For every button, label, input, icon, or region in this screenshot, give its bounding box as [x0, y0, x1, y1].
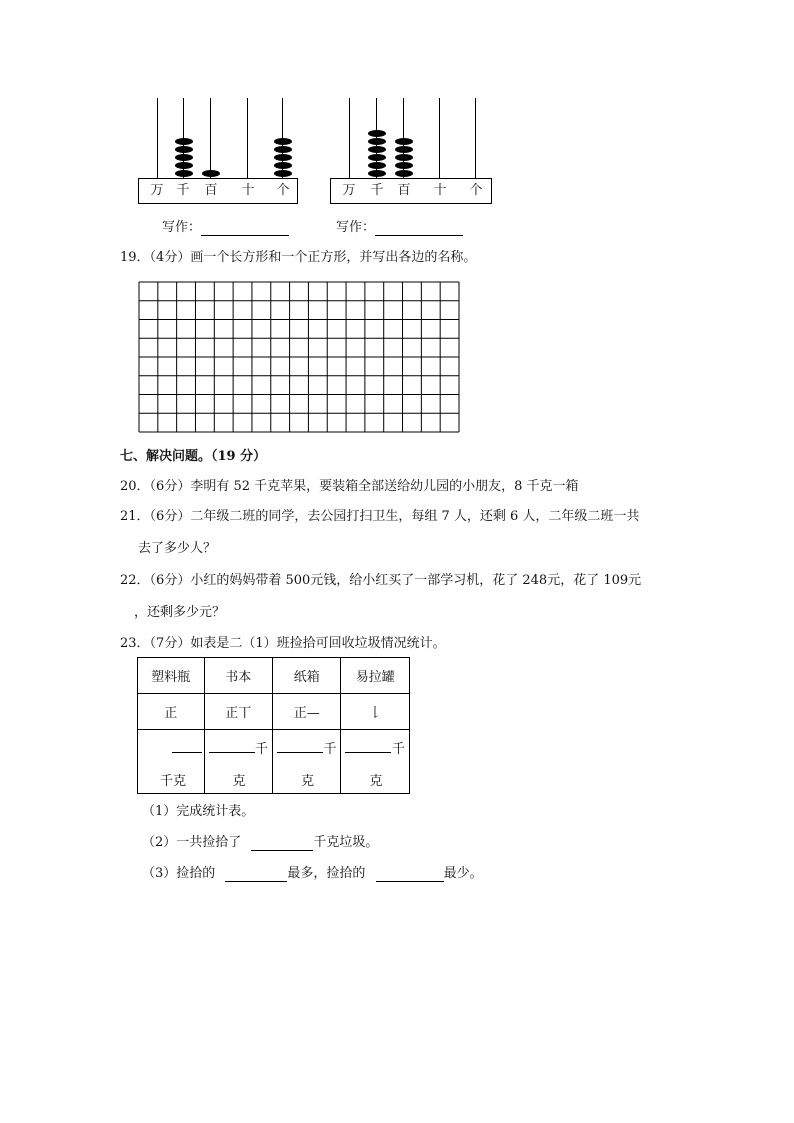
question-21-line1: 21．（6分）二年级二班的同学，去公园打扫卫生，每组 7 人，还剩 6 人，二年级二班一共 — [120, 509, 640, 524]
weight-unit-top: 千 — [254, 742, 268, 757]
abacus-1-bead — [274, 146, 292, 153]
abacus-1-bead — [274, 170, 292, 177]
abacus-1-bead — [175, 154, 193, 161]
abacus-2-bead — [395, 138, 413, 145]
weight-blank[interactable] — [209, 738, 255, 753]
abacus-1-bead — [175, 138, 193, 145]
abacus-2-frame — [330, 178, 492, 204]
abacus-1-bead — [274, 138, 292, 145]
abacus-1-write — [162, 220, 289, 236]
abacus-2-write — [336, 220, 463, 236]
table-row — [138, 694, 410, 730]
abacus-1-bead — [175, 162, 193, 169]
abacus-1-label-shi: 十 — [241, 183, 255, 198]
table-header-cell: 书本 — [204, 658, 272, 694]
weight-blank[interactable] — [277, 738, 323, 753]
abacus-1-rod — [210, 98, 211, 178]
weight-cell[interactable] — [341, 730, 410, 794]
abacus-2-bead — [368, 154, 386, 161]
weight-blank[interactable] — [345, 738, 391, 753]
abacus-1-bead — [274, 154, 292, 161]
table-row — [138, 730, 410, 794]
question-22-line2: ，还剩多少元？ — [134, 605, 226, 620]
abacus-1-label-ge: 个 — [276, 183, 290, 198]
sub3-prefix: （3）捡拾的 — [142, 866, 216, 881]
abacus-2-label-shi: 十 — [433, 183, 447, 198]
question-23-sub3 — [142, 866, 483, 882]
abacus-2-rods — [330, 98, 492, 178]
abacus-2-label-bai: 百 — [397, 183, 411, 198]
sub3-middle: 最多，捡拾的 — [287, 866, 366, 881]
abacus-2-bead — [368, 130, 386, 137]
table-row — [138, 658, 410, 694]
abacus-2-bead — [368, 146, 386, 153]
abacus-1-bead — [175, 146, 193, 153]
abacus-1-bead — [175, 170, 193, 177]
abacus-1-rod — [247, 98, 248, 178]
abacus-2-label-ge: 个 — [469, 183, 483, 198]
sub2-suffix: 千克垃圾。 — [313, 835, 379, 850]
drawing-grid[interactable] — [138, 281, 460, 433]
abacus-2-answer-blank[interactable] — [375, 221, 463, 236]
weight-blank[interactable] — [172, 738, 202, 753]
weight-cell[interactable] — [272, 730, 340, 794]
abacus-2-bead — [395, 154, 413, 161]
table-header-cell: 塑料瓶 — [138, 658, 205, 694]
abacus-1-label-bai: 百 — [204, 183, 218, 198]
question-19: 19．（4分）画一个长方形和一个正方形，并写出各边的名称。 — [120, 250, 477, 265]
abacus-2-bead — [395, 146, 413, 153]
weight-unit: 克 — [300, 774, 314, 789]
abacus-2-label-qian: 千 — [370, 183, 384, 198]
abacus-2-bead — [368, 162, 386, 169]
abacus-2-write-label: 写作： — [336, 220, 376, 235]
least-item-blank[interactable] — [376, 867, 444, 882]
tally-cell: 𠄌 — [341, 694, 410, 730]
abacus-2 — [330, 98, 492, 208]
abacus-2-rod — [349, 98, 350, 178]
weight-unit: 克 — [232, 774, 246, 789]
most-item-blank[interactable] — [225, 867, 287, 882]
statistics-table — [137, 657, 410, 794]
abacus-1-label-qian: 千 — [176, 183, 190, 198]
abacus-1 — [138, 98, 298, 208]
abacus-1-write-label: 写作： — [162, 220, 202, 235]
weight-unit-top: 千 — [391, 742, 405, 757]
question-22-line1: 22．（6分）小红的妈妈带着 500元钱，给小红买了一部学习机，花了 248元，花了 109元 — [120, 573, 642, 588]
section-7-title: 七、解决问题。（19 分） — [120, 449, 267, 464]
question-23-sub2 — [142, 835, 378, 851]
weight-cell[interactable] — [138, 730, 205, 794]
abacus-2-bead — [395, 170, 413, 177]
abacus-2-label-wan: 万 — [342, 183, 356, 198]
tally-cell: 正 — [138, 694, 205, 730]
abacus-1-rod — [157, 98, 158, 178]
weight-unit: 克 — [369, 774, 383, 789]
tally-cell: 正丅 — [204, 694, 272, 730]
sub3-suffix: 最少。 — [443, 866, 483, 881]
sub2-prefix: （2）一共捡拾了 — [142, 835, 242, 850]
question-23-sub1: （1）完成统计表。 — [142, 804, 255, 819]
question-20: 20．（6分）李明有 52 千克苹果，要装箱全部送给幼儿园的小朋友，8 千克一箱 — [120, 479, 579, 494]
abacus-1-answer-blank[interactable] — [201, 221, 289, 236]
weight-cell[interactable] — [204, 730, 272, 794]
table-header-cell: 易拉罐 — [341, 658, 410, 694]
abacus-2-bead — [368, 170, 386, 177]
question-21-line2: 去了多少人？ — [138, 541, 217, 556]
abacus-1-bead — [274, 162, 292, 169]
tally-cell: 正— — [272, 694, 340, 730]
abacus-2-bead — [368, 138, 386, 145]
question-23: 23．（7分）如表是二（1）班捡拾可回收垃圾情况统计。 — [120, 636, 446, 651]
abacus-2-bead — [395, 162, 413, 169]
abacus-1-frame — [138, 178, 298, 204]
abacus-1-label-wan: 万 — [150, 183, 164, 198]
table-header-cell: 纸箱 — [272, 658, 340, 694]
abacus-1-bead — [202, 170, 220, 177]
weight-unit: 千克 — [160, 774, 187, 789]
abacus-2-rod — [475, 98, 476, 178]
abacus-2-rod — [439, 98, 440, 178]
abacus-1-rods — [138, 98, 298, 178]
total-weight-blank[interactable] — [251, 836, 313, 851]
weight-unit-top: 千 — [323, 742, 337, 757]
